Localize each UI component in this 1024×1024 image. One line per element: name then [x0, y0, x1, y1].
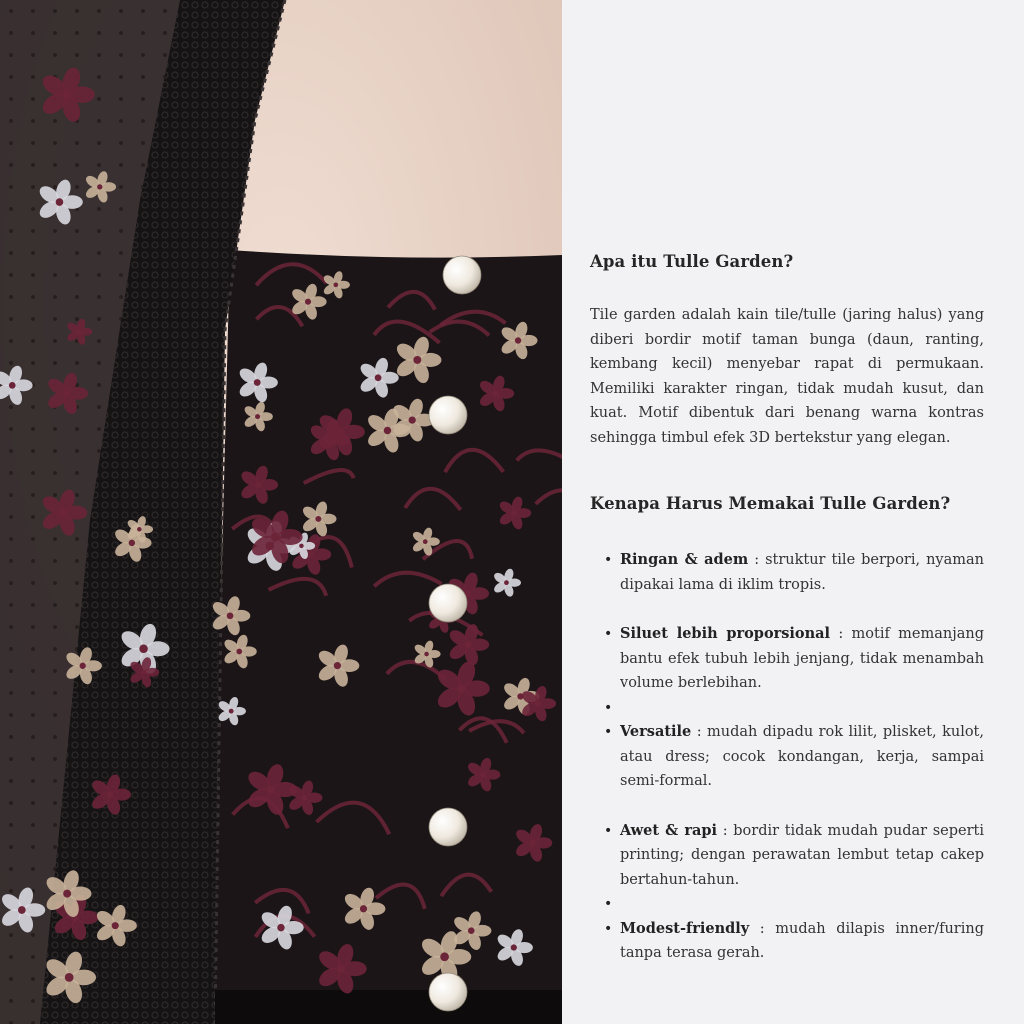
list-item-empty: [590, 892, 984, 917]
item-text: : motif memanjang bantu efek tubuh lebih jenjang, tidak menambah volume berlebihan.: [620, 626, 984, 691]
list-item-empty: [590, 696, 984, 721]
item-term: Ringan & adem: [620, 551, 749, 568]
section-title-why: Kenapa Harus Memakai Tulle Garden?: [590, 494, 951, 513]
reasons-list: [590, 548, 984, 966]
pearl-button: [429, 396, 467, 434]
item-term: Modest-friendly: [620, 919, 750, 937]
section-body-what-is: Tile garden adalah kain tile/tulle (jaring halus) yang diberi bordir motif taman bunga (daun, ranting, kembang kecil) menyebar rapat di permukaan. Memiliki karakter ringan, tidak mudah kusut, dan kuat. Motif dibentuk dari benang warna kontras sehingga timbul efek 3D bertekstur yang elegan.: [590, 307, 984, 446]
info-panel: [590, 248, 984, 966]
item-text: : bordir tidak mudah pudar seperti printing; dengan perawatan lembut tetap cakep bertahun-tahun.: [620, 822, 984, 888]
item-text: : mudah dipadu rok lilit, plisket, kulot, atau dress; cocok kondangan, kerja, sampai semi-formal.: [620, 724, 984, 789]
pearl-button: [429, 584, 467, 622]
pearl-button: [429, 808, 467, 846]
item-term: Siluet lebih proporsional: [620, 625, 831, 642]
section-title-what-is: Apa itu Tulle Garden?: [590, 252, 794, 271]
item-term: Awet & rapi: [620, 821, 718, 839]
item-text: : mudah dilapis inner/furing tanpa terasa gerah.: [620, 920, 984, 961]
pearl-button: [443, 256, 481, 294]
list-item: [590, 720, 984, 794]
item-term: Versatile: [620, 723, 692, 740]
list-item: [590, 548, 984, 597]
list-item: [590, 819, 984, 893]
list-item: [590, 917, 984, 966]
list-item: [590, 622, 984, 696]
item-text: : struktur tile berpori, nyaman dipakai lama di iklim tropis.: [620, 552, 984, 593]
pearl-button: [429, 973, 467, 1011]
